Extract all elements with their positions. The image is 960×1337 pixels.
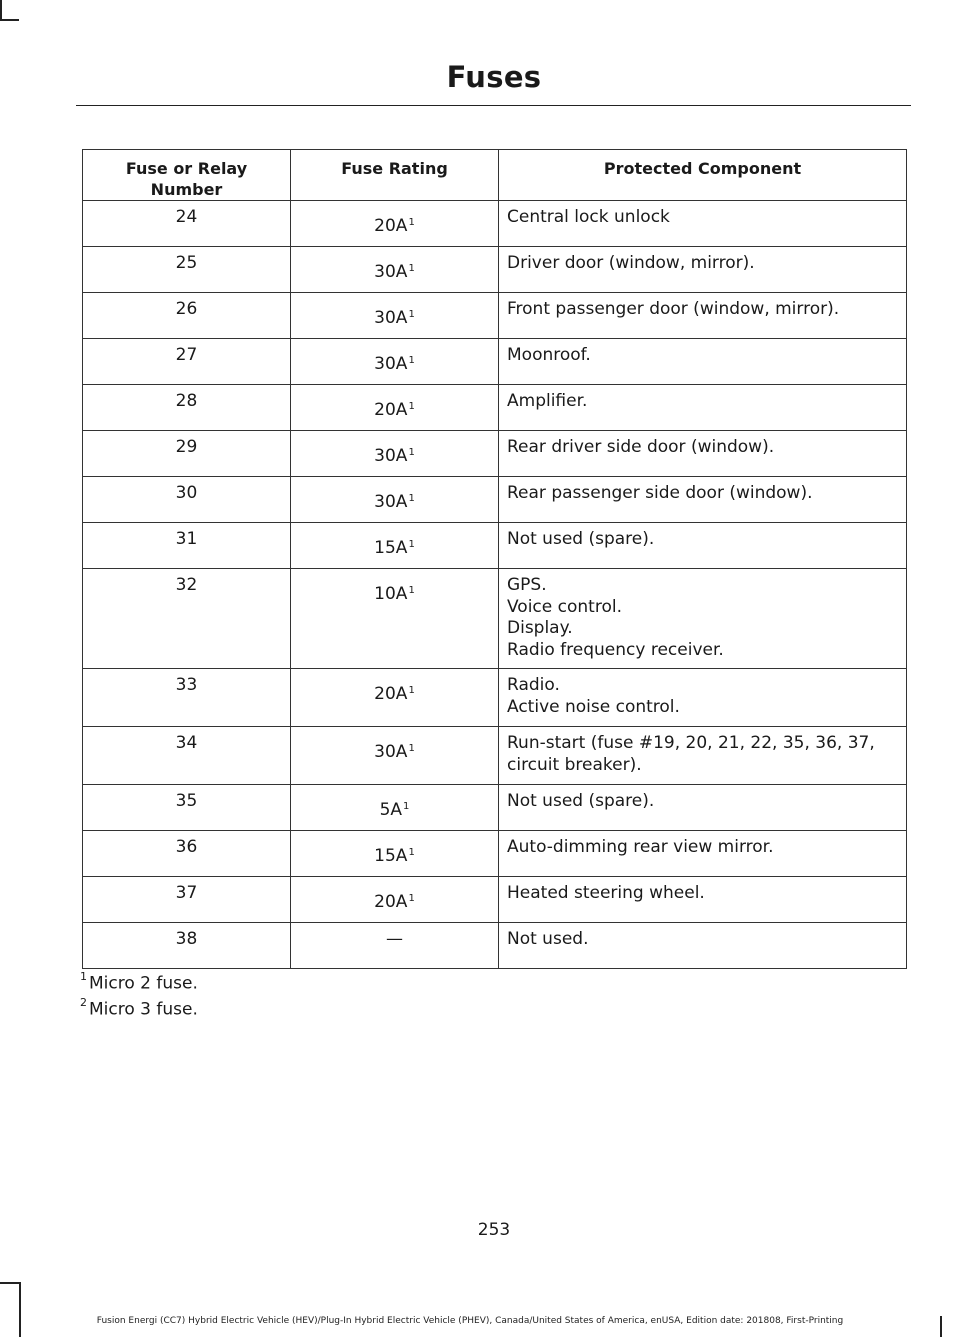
fuse-rating-cell xyxy=(291,877,499,923)
component-line: Central lock unlock xyxy=(507,207,670,227)
table-row xyxy=(83,431,907,477)
header-fuse-number: Fuse or Relay Number xyxy=(83,150,291,201)
protected-component-cell xyxy=(499,339,907,385)
fuse-rating-cell xyxy=(291,669,499,727)
protected-component-cell xyxy=(499,669,907,727)
protected-component-cell xyxy=(499,923,907,969)
fuse-number-cell: 34 xyxy=(83,727,291,785)
component-line: GPS. xyxy=(507,575,547,595)
page-title: Fuses xyxy=(446,60,542,94)
fuse-number-cell: 37 xyxy=(83,877,291,923)
protected-component-cell xyxy=(499,431,907,477)
title-divider xyxy=(76,105,911,106)
component-line: Radio. xyxy=(507,675,560,695)
table-row xyxy=(83,201,907,247)
component-line: Amplifier. xyxy=(507,391,588,411)
fuse-number-cell: 29 xyxy=(83,431,291,477)
table-row xyxy=(83,785,907,831)
component-line: Radio frequency receiver. xyxy=(507,639,724,660)
fuse-rating-cell xyxy=(291,923,499,969)
protected-component-cell xyxy=(499,727,907,785)
fuse-rating-value: 20A xyxy=(374,684,408,704)
component-line: Driver door (window, mirror). xyxy=(507,253,755,273)
protected-component-cell xyxy=(499,831,907,877)
fuse-rating-value: 30A xyxy=(374,742,408,762)
fuse-rating-value: 30A xyxy=(374,308,408,328)
footnote-ref: 1 xyxy=(408,585,415,596)
protected-component-cell xyxy=(499,477,907,523)
fuse-rating-value: — xyxy=(386,929,403,949)
fuse-rating-cell xyxy=(291,831,499,877)
component-line: Display. xyxy=(507,618,573,638)
fuse-rating-cell xyxy=(291,339,499,385)
footnote-ref: 1 xyxy=(408,263,415,274)
fuse-number-cell: 27 xyxy=(83,339,291,385)
footnote-ref: 1 xyxy=(408,217,415,228)
component-line: Front passenger door (window, mirror). xyxy=(507,299,840,319)
footnote-text: Micro 2 fuse. xyxy=(89,973,198,994)
fuse-rating-value: 30A xyxy=(374,262,408,282)
fuse-number-cell: 28 xyxy=(83,385,291,431)
protected-component-cell xyxy=(499,523,907,569)
page-number: 253 xyxy=(477,1220,511,1240)
table-row xyxy=(83,669,907,727)
component-line: Run-start (fuse #19, 20, 21, 22, 35, 36, 37, circuit breaker). xyxy=(507,733,875,775)
protected-component-cell xyxy=(499,785,907,831)
fuse-number-cell: 36 xyxy=(83,831,291,877)
footnote-ref: 1 xyxy=(403,801,410,812)
fuse-rating-value: 20A xyxy=(374,400,408,420)
protected-component-cell xyxy=(499,877,907,923)
table-row xyxy=(83,877,907,923)
footnote-1 xyxy=(80,972,198,994)
fuse-number-cell: 30 xyxy=(83,477,291,523)
footnote-ref: 1 xyxy=(408,447,415,458)
table-row xyxy=(83,247,907,293)
component-line: Not used (spare). xyxy=(507,791,655,811)
header-protected-component: Protected Component xyxy=(499,150,907,201)
crop-mark-top-left-v xyxy=(0,0,2,20)
fuse-number-cell: 38 xyxy=(83,923,291,969)
fuse-rating-cell xyxy=(291,785,499,831)
component-line: Rear driver side door (window). xyxy=(507,437,775,457)
table-row xyxy=(83,569,907,669)
fuse-number-cell: 24 xyxy=(83,201,291,247)
footnote-ref: 1 xyxy=(408,539,415,550)
crop-mark-bottom-right-v xyxy=(940,1316,942,1337)
fuse-number-cell: 26 xyxy=(83,293,291,339)
component-line: Not used (spare). xyxy=(507,529,655,549)
protected-component-cell xyxy=(499,247,907,293)
footnote-2 xyxy=(80,998,198,1020)
fuse-rating-value: 15A xyxy=(374,846,408,866)
table-header-row xyxy=(83,150,907,201)
fuse-rating-value: 30A xyxy=(374,492,408,512)
footnote-ref: 1 xyxy=(408,493,415,504)
component-line: Voice control. xyxy=(507,596,622,617)
table-row xyxy=(83,923,907,969)
footnote-ref: 1 xyxy=(408,309,415,320)
protected-component-cell xyxy=(499,569,907,669)
footnote-text: Micro 3 fuse. xyxy=(89,999,198,1020)
fuse-rating-cell xyxy=(291,293,499,339)
fuse-rating-value: 10A xyxy=(374,584,408,604)
fuse-number-cell: 35 xyxy=(83,785,291,831)
component-line: Auto-dimming rear view mirror. xyxy=(507,837,774,857)
fuse-number-cell: 25 xyxy=(83,247,291,293)
protected-component-cell xyxy=(499,201,907,247)
fuse-rating-value: 5A xyxy=(379,800,403,820)
table-row xyxy=(83,293,907,339)
header-fuse-rating: Fuse Rating xyxy=(291,150,499,201)
table-row xyxy=(83,385,907,431)
protected-component-cell xyxy=(499,293,907,339)
crop-mark-bottom-left-v xyxy=(19,1282,21,1337)
fuse-rating-cell xyxy=(291,727,499,785)
fuse-rating-cell xyxy=(291,523,499,569)
fuse-rating-cell xyxy=(291,247,499,293)
footnote-ref: 1 xyxy=(408,355,415,366)
table-row xyxy=(83,339,907,385)
fuse-number-cell: 31 xyxy=(83,523,291,569)
table-body xyxy=(83,201,907,969)
fuse-rating-cell xyxy=(291,385,499,431)
table-row xyxy=(83,477,907,523)
page-footer: Fusion Energi (CC7) Hybrid Electric Vehicle (HEV)/Plug-In Hybrid Electric Vehicle (PHEV), Canada/United States of America, enUSA, Edition date: 201808, First-Printing xyxy=(96,1316,844,1326)
fuse-rating-value: 20A xyxy=(374,892,408,912)
protected-component-cell xyxy=(499,385,907,431)
footnote-mark: 1 xyxy=(80,970,87,983)
crop-mark-top-left-h xyxy=(0,19,19,21)
table-row xyxy=(83,523,907,569)
fuse-table xyxy=(82,149,907,969)
fuse-rating-cell xyxy=(291,569,499,669)
fuse-rating-value: 30A xyxy=(374,354,408,374)
fuse-rating-value: 20A xyxy=(374,216,408,236)
fuse-rating-cell xyxy=(291,431,499,477)
footnote-ref: 1 xyxy=(408,685,415,696)
component-line: Rear passenger side door (window). xyxy=(507,483,813,503)
footnote-mark: 2 xyxy=(80,996,87,1009)
table-row xyxy=(83,727,907,785)
fuse-number-cell: 33 xyxy=(83,669,291,727)
fuse-rating-value: 30A xyxy=(374,446,408,466)
footnote-ref: 1 xyxy=(408,847,415,858)
component-line: Active noise control. xyxy=(507,696,680,717)
fuse-rating-value: 15A xyxy=(374,538,408,558)
footnote-ref: 1 xyxy=(408,401,415,412)
fuse-rating-cell xyxy=(291,201,499,247)
component-line: Not used. xyxy=(507,929,589,949)
fuse-rating-cell xyxy=(291,477,499,523)
footnote-ref: 1 xyxy=(408,743,415,754)
footnote-ref: 1 xyxy=(408,893,415,904)
fuse-number-cell: 32 xyxy=(83,569,291,669)
component-line: Heated steering wheel. xyxy=(507,883,705,903)
table-row xyxy=(83,831,907,877)
crop-mark-bottom-left-h xyxy=(0,1282,19,1284)
component-line: Moonroof. xyxy=(507,345,591,365)
